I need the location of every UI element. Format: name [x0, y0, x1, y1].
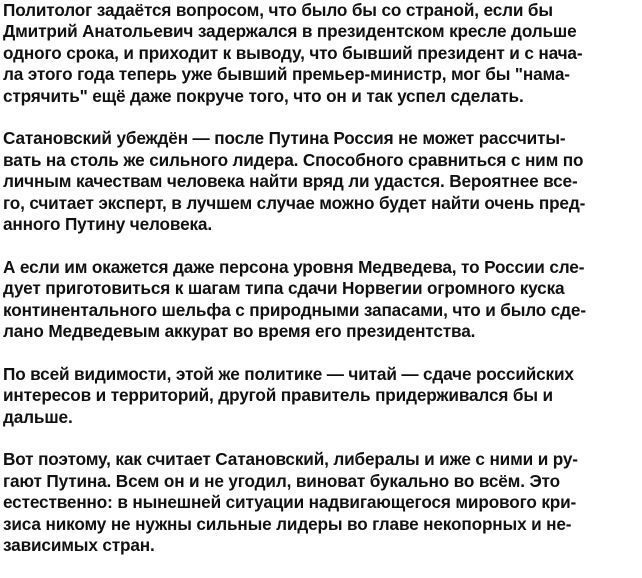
- text-line: континентального шельфа с природными запасами, что и было сде-: [3, 299, 586, 320]
- text-line: Сатановский убеждён — после Путина Россия не может рассчиты-: [3, 128, 566, 149]
- text-line: гают Путина. Всем он и не угодил, виноват букально во всём. Это: [3, 470, 560, 491]
- article-text: [3, 0, 642, 578]
- text-line: дует приготовиться к шагам типа сдачи Норвегии огромного куска: [3, 278, 565, 299]
- paragraph-3: [3, 257, 642, 343]
- paragraph-2: [3, 128, 642, 235]
- text-line: го, считает эксперт, в лучшем случае можно будет найти очень пред-: [3, 192, 586, 213]
- paragraph-4: [3, 364, 642, 428]
- paragraph-5: [3, 449, 642, 556]
- text-line: ла этого года теперь уже бывший премьер-министр, мог бы "нама-: [3, 64, 570, 85]
- text-line: Дмитрий Анатольевич задержался в президентском кресле дольше: [3, 21, 577, 42]
- text-line: По всей видимости, этой же политике — читай — сдаче российских: [3, 363, 574, 384]
- paragraph-1: [3, 0, 642, 107]
- text-line: вать на столь же сильного лидера. Способного сравниться с ним по: [3, 149, 584, 170]
- text-line: Политолог задаётся вопросом, что было бы со страной, если бы: [3, 0, 553, 20]
- text-line: интересов и территорий, другой правитель придерживался бы и: [3, 385, 553, 406]
- text-line: зависимых стран.: [3, 535, 155, 556]
- text-line: А если им окажется даже персона уровня Медведева, то России сле-: [3, 256, 585, 277]
- text-line: стрячить" ещё даже покруче того, что он и так успел сделать.: [3, 85, 524, 106]
- text-line: дальше.: [3, 406, 73, 427]
- text-line: анного Путину человека.: [3, 214, 212, 235]
- text-line: личным качествам человека найти вряд ли удастся. Вероятнее все-: [3, 171, 578, 192]
- text-line: лано Медведевым аккурат во время его президентства.: [3, 321, 476, 342]
- text-line: одного срока, и приходит к выводу, что бывший президент и с нача-: [3, 42, 583, 63]
- text-line: зиса никому не нужны сильные лидеры во главе некопорных и не-: [3, 513, 572, 534]
- text-line: естественно: в нынешней ситуации надвигающегося мирового кри-: [3, 492, 577, 513]
- text-line: Вот поэтому, как считает Сатановский, либералы и иже с ними и ру-: [3, 449, 578, 470]
